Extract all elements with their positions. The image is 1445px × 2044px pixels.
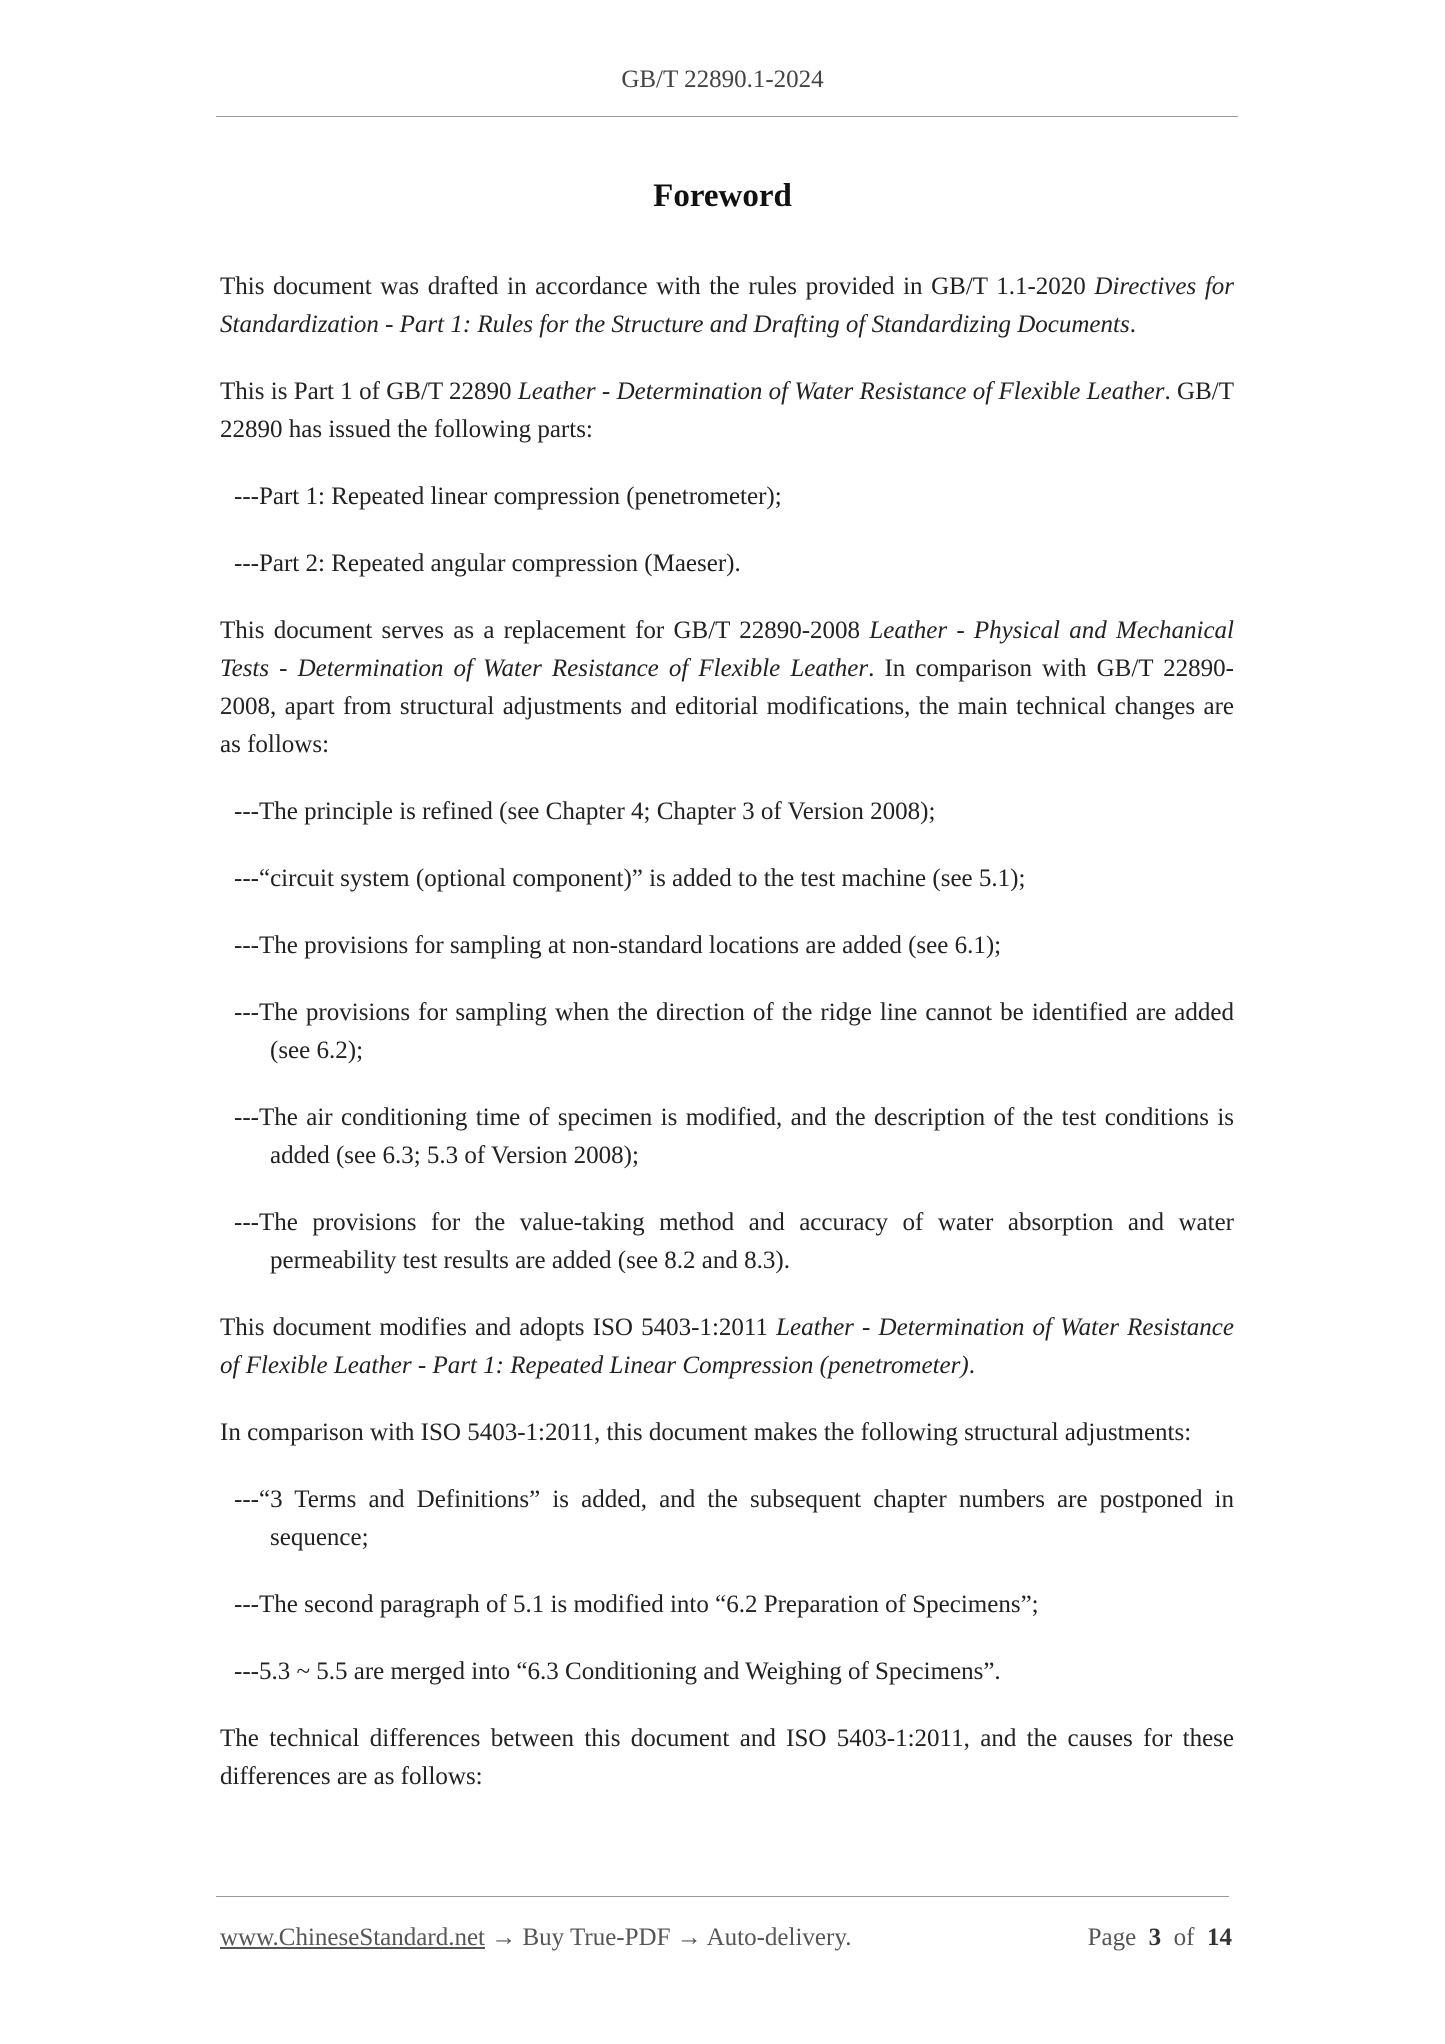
paragraph-drafting-rules <box>220 268 1234 344</box>
list-item: ---The second paragraph of 5.1 is modified into “6.2 Preparation of Specimens”; <box>234 1591 1039 1618</box>
page-total: 14 <box>1207 1924 1232 1951</box>
paragraph-text: This document modifies and adopts ISO 5403-1:2011 <box>220 1314 777 1341</box>
header-divider <box>216 116 1238 117</box>
page-title: Foreword <box>653 178 792 214</box>
list-item: ---The principle is refined (see Chapter 4; Chapter 3 of Version 2008); <box>234 798 936 825</box>
footer-promo-text: → Buy True-PDF → Auto-delivery. <box>485 1924 852 1951</box>
header-doc-id: GB/T 22890.1-2024 <box>621 66 824 93</box>
site-link[interactable]: www.ChineseStandard.net <box>220 1924 485 1951</box>
list-item: ---5.3 ~ 5.5 are merged into “6.3 Conditioning and Weighing of Specimens”. <box>234 1658 1001 1685</box>
page-current: 3 <box>1148 1924 1162 1951</box>
paragraph-text: This document serves as a replacement for GB/T 22890-2008 <box>220 617 870 644</box>
paragraph-italic-title: Leather - Physical and Mechanical Tests - Determination of Water Resistance of Flexible Leather <box>220 617 1235 682</box>
list-item: ---Part 2: Repeated angular compression (Maeser). <box>234 550 741 577</box>
paragraph-text: . In comparison with GB/T 22890-2008, apart from structural adjustments and editorial modifications, the main technical changes are as follows: <box>220 655 1234 758</box>
footer-divider <box>216 1896 1229 1897</box>
of-label: of <box>1173 1924 1195 1951</box>
footer-promo <box>220 1924 851 1952</box>
paragraph-replacement <box>220 612 1234 764</box>
paragraph-structural-adjustments: In comparison with ISO 5403-1:2011, this document makes the following structural adjustments: <box>220 1419 1192 1446</box>
paragraph-text: . GB/T 22890 has issued the following parts: <box>220 378 1234 443</box>
paragraph-text: This is Part 1 of GB/T 22890 <box>220 378 518 405</box>
list-item: ---The provisions for sampling when the direction of the ridge line cannot be identified are added (see 6.2); <box>234 999 1234 1064</box>
paragraph-technical-differences: The technical differences between this document and ISO 5403-1:2011, and the causes for these differences are as follows: <box>220 1725 1234 1790</box>
paragraph-text: This document was drafted in accordance with the rules provided in GB/T 1.1-2020 <box>220 273 1095 300</box>
list-item: ---The provisions for the value-taking method and accuracy of water absorption and water permeability test results are added (see 8.2 and 8.3). <box>234 1209 1234 1274</box>
list-item: ---The provisions for sampling at non-standard locations are added (see 6.1); <box>234 932 1002 959</box>
list-item: ---“circuit system (optional component)” is added to the test machine (see 5.1); <box>234 865 1026 892</box>
page-label: Page <box>1087 1924 1137 1951</box>
paragraph-italic-title: Leather - Determination of Water Resistance of Flexible Leather - Part 1: Repeated Linear Compression (penetrometer) <box>220 1314 1234 1379</box>
foreword-body <box>220 268 1234 1825</box>
page-number <box>1088 1924 1232 1952</box>
paragraph-text: . <box>1129 311 1136 338</box>
paragraph-italic-title: Directives for Standardization - Part 1: Rules for the Structure and Drafting of Standardizing Documents <box>220 273 1234 338</box>
paragraph-part-of-series <box>220 373 1234 449</box>
paragraph-text: . <box>968 1352 975 1379</box>
paragraph-iso-adoption <box>220 1309 1234 1385</box>
list-item: ---The air conditioning time of specimen is modified, and the description of the test conditions is added (see 6.3; 5.3 of Version 2008); <box>234 1104 1234 1169</box>
list-item: ---“3 Terms and Definitions” is added, and the subsequent chapter numbers are postponed in sequence; <box>234 1486 1234 1551</box>
paragraph-italic-title: Leather - Determination of Water Resistance of Flexible Leather <box>517 378 1165 405</box>
list-item: ---Part 1: Repeated linear compression (penetrometer); <box>234 483 782 510</box>
